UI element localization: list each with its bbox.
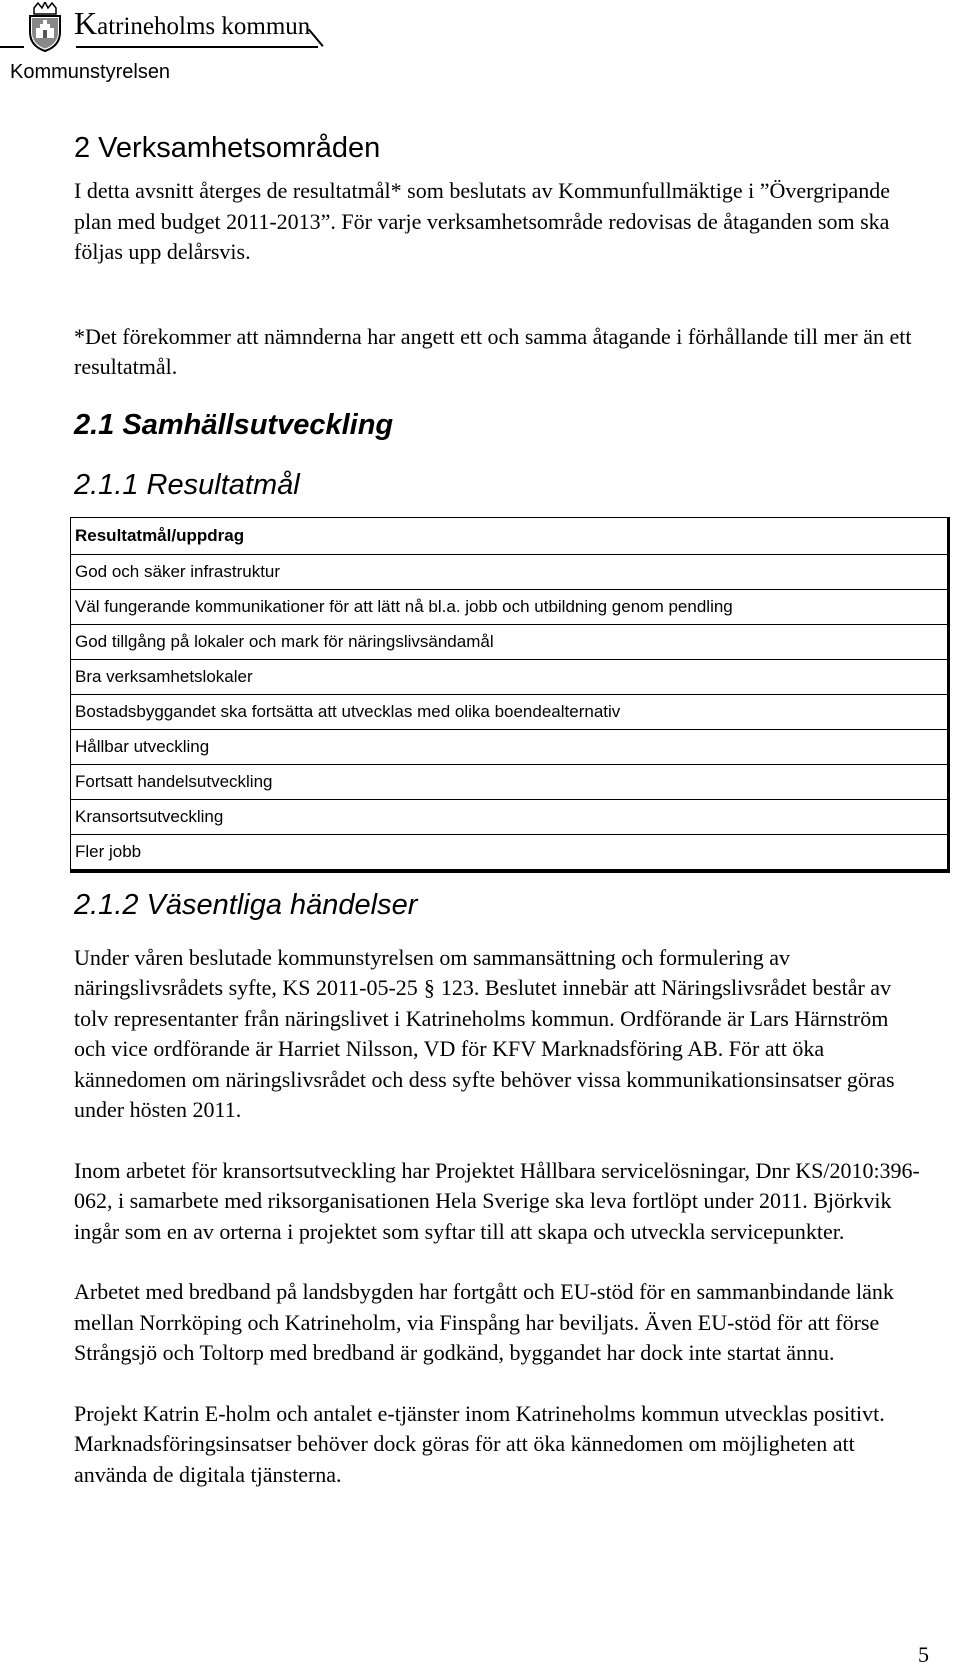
- events-paragraph-1-end: 123. Beslutet innebär att Näringslivsrådet består av tolv representanter från näringslivet i Katrineholms kommun. Ordförande är Lars Härnström och vice ordförande är Harriet Nilsson, VD för KFV Marknadsföring AB. För att öka kännedomen om näringslivsrådet och dess syfte behöver vissa kommunikationsinsatser göras under hösten 2011.: [74, 975, 895, 1122]
- department-name: Kommunstyrelsen: [10, 61, 171, 83]
- goal-cell: Kransortsutveckling: [71, 799, 949, 834]
- goal-cell: Hållbar utveckling: [71, 729, 949, 764]
- table-row: [71, 624, 949, 659]
- organization-name: Katrineholms kommun: [74, 5, 311, 41]
- table-row: [71, 659, 949, 694]
- table-row: [71, 799, 949, 834]
- goals-table-header: Resultatmål/uppdrag: [71, 517, 949, 554]
- header-rule-left: [0, 46, 24, 48]
- goal-cell: God och säker infrastruktur: [71, 554, 949, 589]
- table-row: [71, 729, 949, 764]
- events-paragraph-4: Projekt Katrin E-holm och antalet e-tjänster inom Katrineholms kommun utvecklas positivt. Marknadsföringsinsatser behöver dock göras för att öka kännedomen om möjligheten att använda de digitala tjänsterna.: [74, 1400, 885, 1487]
- header-rule-slash: [308, 29, 324, 47]
- table-row: [71, 694, 949, 729]
- goal-cell: Bostadsbyggandet ska fortsätta att utvecklas med olika boendealternativ: [71, 694, 949, 729]
- events-paragraph-1: [74, 943, 924, 1126]
- page-number: 5: [918, 1642, 929, 1667]
- section-title: 2 Verksamhetsområden: [74, 132, 381, 164]
- goal-cell: Bra verksamhetslokaler: [71, 659, 949, 694]
- goal-cell: God tillgång på lokaler och mark för näringslivsändamål: [71, 624, 949, 659]
- events-paragraph-2: Inom arbetet för kransortsutveckling har Projektet Hållbara servicelösningar, Dnr KS/2010:396-062, i samarbete med riksorganisationen Hela Sverige ska leva fortlöpt under 2011. Björkvik ingår som en av orterna i projektet som syftar till att skapa och utveckla servicepunkter.: [74, 1157, 920, 1244]
- subsection-title: 2.1 Samhällsutveckling: [74, 408, 394, 441]
- header-rule-right: [76, 46, 318, 48]
- intro-paragraph: I detta avsnitt återges de resultatmål* som beslutats av Kommunfullmäktige i ”Övergripande plan med budget 2011-2013”. För varje verksamhetsområde redovisas de åtaganden som ska följas upp delårsvis.: [74, 178, 891, 264]
- table-row: [71, 764, 949, 799]
- footnote-paragraph: *Det förekommer att nämnderna har angett ett och samma åtagande i förhållande till mer än ett resultatmål.: [74, 323, 912, 379]
- table-row: [71, 589, 949, 624]
- document-body: [74, 130, 924, 1490]
- goals-title: 2.1.1 Resultatmål: [74, 468, 300, 501]
- events-paragraph-3: Arbetet med bredband på landsbygden har fortgått och EU-stöd för en sammanbindande länk mellan Norrköping och Katrineholm, via Finspång har beviljats. Även EU-stöd för att förse Strångsjö och Toltorp med bredband är godkänd, byggandet har dock inte startat ännu.: [74, 1279, 894, 1365]
- table-row: [71, 554, 949, 589]
- section-sign: §: [423, 975, 435, 1000]
- goals-table: [70, 517, 950, 873]
- municipal-crest-icon: [26, 2, 64, 52]
- goal-cell: Fler jobb: [75, 841, 142, 861]
- table-row: [71, 834, 949, 871]
- events-paragraph-1-start: Under våren beslutade kommunstyrelsen om sammansättning och formulering av näringslivsrådets syfte, KS 2011-05-25: [74, 944, 791, 1000]
- goal-cell: Väl fungerande kommunikationer för att lätt nå bl.a. jobb och utbildning genom pendling: [71, 589, 949, 624]
- events-title: 2.1.2 Väsentliga händelser: [74, 888, 418, 921]
- goal-cell: Fortsatt handelsutveckling: [71, 764, 949, 799]
